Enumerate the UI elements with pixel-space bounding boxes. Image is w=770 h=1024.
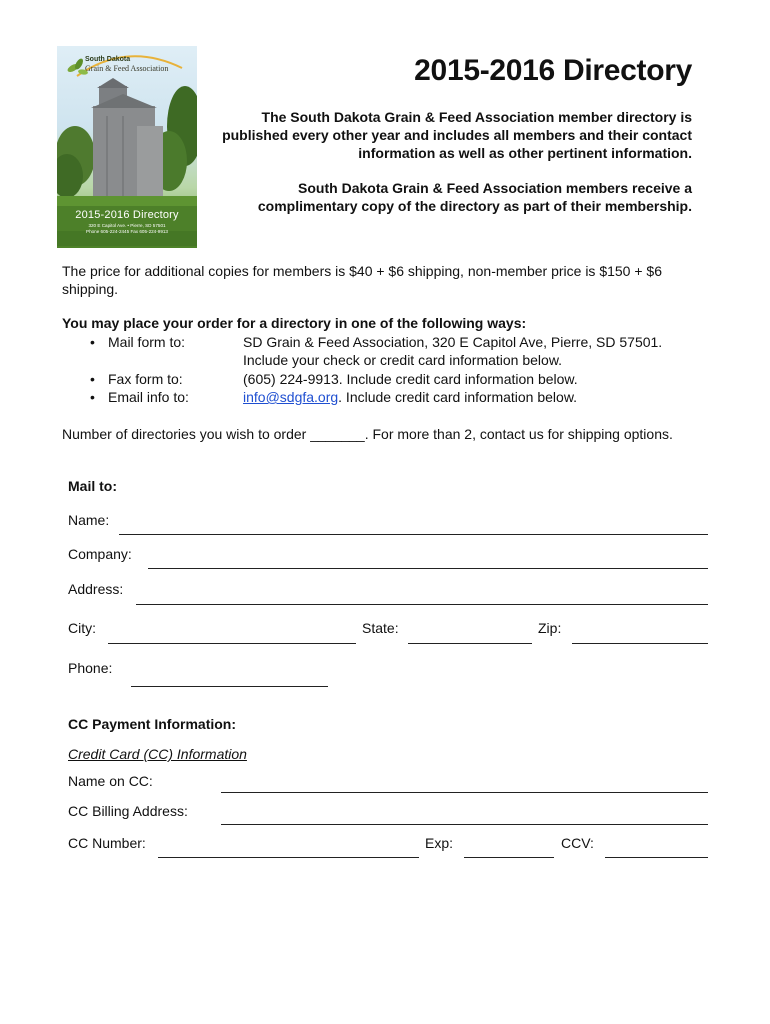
name-on-cc-label: Name on CC: xyxy=(68,773,153,789)
price-paragraph: The price for additional copies for members is $40 + $6 shipping, non-member price is $150 + $6 shipping. xyxy=(62,263,662,297)
cc-info-subheading: Credit Card (CC) Information xyxy=(68,746,247,762)
bullet-glyph: • xyxy=(90,371,95,387)
cover-org-name xyxy=(85,55,168,73)
zip-label: Zip: xyxy=(538,620,562,636)
mail-form-value: SD Grain & Feed Association, 320 E Capitol Ave, Pierre, SD 57501. Include your check or credit card information below. xyxy=(243,334,663,368)
cover-org-line1: South Dakota xyxy=(85,56,131,63)
cc-number-label: CC Number: xyxy=(68,835,146,851)
name-on-cc-field[interactable] xyxy=(221,792,708,793)
email-info-text: . Include credit card information below. xyxy=(338,389,578,405)
cover-org-line2: Grain & Feed Association xyxy=(85,64,169,73)
cover-title: 2015-2016 Directory xyxy=(75,209,179,221)
address-label: Address: xyxy=(68,581,124,597)
name-field[interactable] xyxy=(119,534,708,535)
cover-address-line2: Phone 605-224-2445 Fax 605-224-9913 xyxy=(86,229,168,234)
directory-cover-image xyxy=(57,46,197,248)
phone-field[interactable] xyxy=(131,686,328,687)
city-field[interactable] xyxy=(108,643,356,644)
company-field[interactable] xyxy=(148,568,708,569)
exp-label: Exp: xyxy=(425,835,454,851)
mail-to-heading: Mail to: xyxy=(68,478,117,494)
email-link[interactable]: info@sdgfa.org xyxy=(243,389,339,405)
mail-form-label: Mail form to: xyxy=(108,334,186,350)
cover-address-line1: 320 E Capitol Ave. • Pierre, SD 57501 xyxy=(88,223,166,228)
fax-form-label: Fax form to: xyxy=(108,371,183,387)
bullet-glyph: • xyxy=(90,334,95,350)
intro-paragraph-1: The South Dakota Grain & Feed Association member directory is published every other year and includes all members and their contact information as well as other pertinent information. xyxy=(222,109,692,161)
email-info-label: Email info to: xyxy=(108,389,189,405)
name-label: Name: xyxy=(68,512,110,528)
city-label: City: xyxy=(68,620,96,636)
intro-paragraph-2: South Dakota Grain & Feed Association members receive a complimentary copy of the directory as part of their membership. xyxy=(257,180,692,214)
bullet-glyph: • xyxy=(90,389,95,405)
exp-field[interactable] xyxy=(464,857,554,858)
zip-field[interactable] xyxy=(572,643,708,644)
phone-label: Phone: xyxy=(68,660,113,676)
cc-billing-address-field[interactable] xyxy=(221,824,708,825)
order-ways-heading: You may place your order for a directory in one of the following ways: xyxy=(62,315,527,331)
cc-billing-address-label: CC Billing Address: xyxy=(68,803,188,819)
address-field[interactable] xyxy=(136,604,708,605)
fax-form-value: (605) 224-9913. Include credit card information below. xyxy=(243,371,578,387)
quantity-paragraph: Number of directories you wish to order _______. For more than 2, contact us for shipping options. xyxy=(62,426,673,442)
state-field[interactable] xyxy=(408,643,532,644)
page-title: 2015-2016 Directory xyxy=(414,54,692,87)
ccv-label: CCV: xyxy=(561,835,594,851)
ccv-field[interactable] xyxy=(605,857,708,858)
cc-payment-heading: CC Payment Information: xyxy=(68,716,237,732)
cc-number-field[interactable] xyxy=(158,857,419,858)
company-label: Company: xyxy=(68,546,132,562)
email-info-value xyxy=(243,388,673,406)
state-label: State: xyxy=(362,620,399,636)
